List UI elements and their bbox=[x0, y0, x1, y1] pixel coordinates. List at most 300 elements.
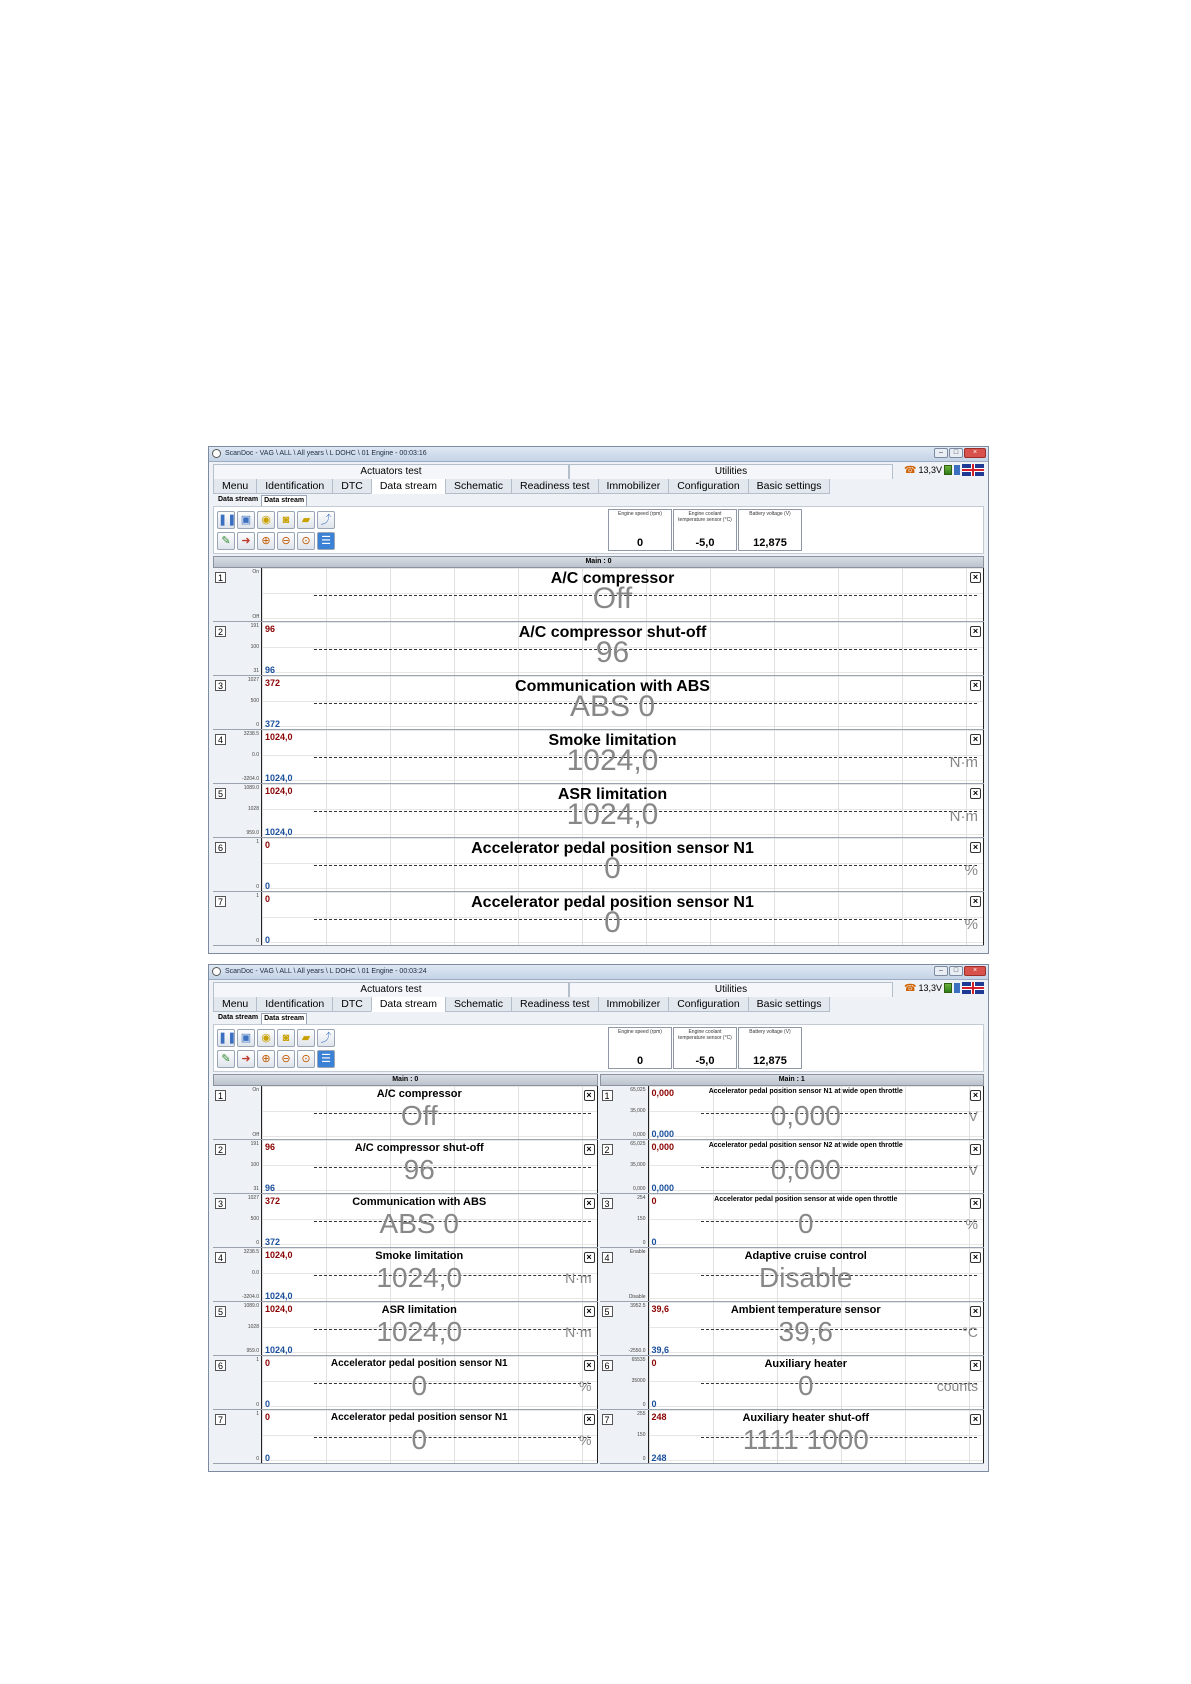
leaf-icon[interactable]: ✎ bbox=[217, 532, 235, 550]
gauge-label: Battery voltage (V) bbox=[749, 511, 791, 517]
min-value: 372 bbox=[265, 1237, 281, 1247]
channel-value: 39,6 bbox=[778, 1316, 833, 1347]
scale-min-label: 0 bbox=[256, 722, 259, 728]
min-value: 0 bbox=[265, 1399, 271, 1409]
channel-title: Auxiliary heater shut-off bbox=[742, 1412, 870, 1424]
scale-min-label: -3204.0 bbox=[242, 776, 259, 782]
channel-value: 0 bbox=[411, 1370, 428, 1401]
close-channel-button[interactable]: × bbox=[970, 572, 981, 583]
maximize-button[interactable]: □ bbox=[949, 448, 963, 458]
scale-min-label: 0 bbox=[256, 938, 259, 944]
channel-unit: % bbox=[964, 916, 978, 933]
channel-title: Accelerator pedal position sensor N1 at wide open throttle bbox=[708, 1088, 903, 1095]
battery-icon bbox=[944, 465, 952, 475]
channel-value: ABS 0 bbox=[569, 690, 656, 723]
channel-index: 1 bbox=[602, 1090, 613, 1101]
scale-max-label: 191 bbox=[250, 623, 259, 629]
min-value: 0 bbox=[651, 1399, 657, 1409]
close-channel-button[interactable]: × bbox=[970, 1360, 981, 1371]
channel-row[interactable] bbox=[600, 1194, 985, 1248]
scale-max-label: 1 bbox=[256, 893, 259, 899]
max-value: 0 bbox=[265, 1358, 271, 1368]
scale-max-label: 1089.0 bbox=[243, 1303, 259, 1309]
scale-max-label: Enable bbox=[629, 1249, 646, 1255]
gauge-label: Engine speed (rpm) bbox=[618, 1029, 662, 1035]
channel-unit: V bbox=[968, 1108, 978, 1124]
channel-unit: N·m bbox=[949, 808, 978, 825]
channel-row[interactable] bbox=[213, 1140, 598, 1194]
scale-mid-label: 0.0 bbox=[252, 752, 259, 758]
utilities-group[interactable]: Utilities bbox=[569, 982, 893, 997]
channel-row[interactable] bbox=[213, 892, 984, 946]
channel-index: 3 bbox=[602, 1198, 613, 1209]
max-value: 1024,0 bbox=[265, 786, 293, 796]
scale-axis bbox=[229, 1410, 261, 1463]
min-value: 39,6 bbox=[651, 1345, 670, 1355]
maximize-button[interactable]: □ bbox=[949, 966, 963, 976]
close-channel-button[interactable]: × bbox=[970, 626, 981, 637]
channel-title: A/C compressor bbox=[550, 570, 675, 587]
tab-readiness-test[interactable]: Readiness test bbox=[511, 478, 598, 494]
scale-max-label: 1027 bbox=[247, 1195, 259, 1201]
signal-icon bbox=[954, 465, 960, 475]
channel-row[interactable] bbox=[213, 838, 984, 892]
scale-axis bbox=[229, 568, 261, 621]
zoom-fit-icon[interactable]: ⊙ bbox=[297, 532, 315, 550]
stream-pane bbox=[213, 556, 984, 946]
scale-min-label: 0,000 bbox=[632, 1186, 646, 1192]
scale-max-label: 65,025 bbox=[630, 1087, 646, 1093]
channel-index: 6 bbox=[215, 1360, 226, 1371]
signal-icon bbox=[954, 983, 960, 993]
channel-value: 1111 1000 bbox=[742, 1424, 869, 1455]
max-value: 0,000 bbox=[651, 1088, 675, 1098]
close-channel-button[interactable]: × bbox=[970, 1414, 981, 1425]
leaf-icon[interactable]: ✎ bbox=[217, 1050, 235, 1068]
channel-unit: % bbox=[964, 862, 978, 879]
actuators-test-group[interactable]: Actuators test bbox=[213, 464, 569, 479]
channel-list bbox=[213, 568, 984, 946]
channel-value: 96 bbox=[595, 636, 630, 669]
max-value: 1024,0 bbox=[265, 1304, 293, 1314]
channel-index: 2 bbox=[602, 1144, 613, 1155]
min-value: 96 bbox=[265, 1183, 276, 1193]
scale-max-label: 3952.5 bbox=[630, 1303, 646, 1309]
scale-min-label: 0 bbox=[256, 1240, 259, 1246]
phone-icon: ☎ bbox=[904, 982, 917, 994]
scale-axis bbox=[616, 1086, 648, 1139]
folder-icon[interactable]: ▰ bbox=[297, 511, 315, 529]
channel-row[interactable] bbox=[600, 1302, 985, 1356]
zoom-fit-icon[interactable]: ⊙ bbox=[297, 1050, 315, 1068]
tab-menu[interactable]: Menu bbox=[213, 996, 257, 1012]
scale-mid-label: 35,000 bbox=[630, 1162, 646, 1168]
channel-title: ASR limitation bbox=[557, 786, 668, 803]
max-value: 1024,0 bbox=[265, 732, 293, 742]
channel-value: Disable bbox=[759, 1262, 853, 1293]
min-value: 1024,0 bbox=[265, 1291, 293, 1301]
max-value: 96 bbox=[265, 1142, 276, 1152]
gauge-value: 0 bbox=[636, 1055, 644, 1067]
tab-immobilizer[interactable]: Immobilizer bbox=[598, 996, 670, 1012]
max-value: 39,6 bbox=[651, 1304, 670, 1314]
close-channel-button[interactable]: × bbox=[584, 1414, 595, 1425]
channel-row[interactable] bbox=[213, 1410, 598, 1464]
tab-configuration[interactable]: Configuration bbox=[668, 996, 748, 1012]
stream-panes bbox=[213, 1074, 984, 1464]
scale-min-label: Off bbox=[252, 614, 259, 620]
close-channel-button[interactable]: × bbox=[970, 1252, 981, 1263]
close-channel-button[interactable]: × bbox=[584, 1306, 595, 1317]
list-view-icon[interactable]: ☰ bbox=[317, 532, 335, 550]
channel-value: 0,000 bbox=[770, 1100, 841, 1131]
gauge-value: -5,0 bbox=[695, 1055, 715, 1067]
minimize-button[interactable]: – bbox=[934, 966, 948, 976]
scale-max-label: 65535 bbox=[631, 1357, 646, 1363]
zoom-in-icon[interactable]: ⊕ bbox=[257, 1050, 275, 1068]
max-value: 0,000 bbox=[651, 1142, 675, 1152]
subtab-data-stream-2[interactable]: Data stream bbox=[261, 1013, 307, 1024]
scale-min-label: 0 bbox=[642, 1402, 646, 1408]
scale-axis bbox=[229, 784, 261, 837]
tab-immobilizer[interactable]: Immobilizer bbox=[598, 478, 670, 494]
scale-min-label: 959.0 bbox=[246, 1348, 259, 1354]
scale-axis bbox=[229, 1302, 261, 1355]
channel-row[interactable] bbox=[600, 1410, 985, 1464]
camera-icon[interactable]: ◙ bbox=[277, 511, 295, 529]
scale-axis bbox=[616, 1248, 648, 1301]
max-value: 0 bbox=[651, 1196, 657, 1206]
scale-mid-label: 500 bbox=[250, 1216, 259, 1222]
tab-schematic[interactable]: Schematic bbox=[445, 478, 512, 494]
channel-list-left bbox=[213, 1086, 598, 1464]
channel-unit: % bbox=[965, 1216, 978, 1232]
min-value: 0 bbox=[265, 881, 271, 891]
channel-index: 7 bbox=[215, 896, 226, 907]
channel-index: 4 bbox=[602, 1252, 613, 1263]
scale-min-label: -3204.0 bbox=[242, 1294, 259, 1300]
tab-basic-settings[interactable]: Basic settings bbox=[748, 478, 831, 494]
close-channel-button[interactable]: × bbox=[970, 1306, 981, 1317]
channel-row[interactable] bbox=[213, 676, 984, 730]
min-value: 372 bbox=[265, 719, 281, 729]
close-channel-button[interactable]: × bbox=[584, 1144, 595, 1155]
max-value: 96 bbox=[265, 624, 276, 634]
window-title: ScanDoc - VAG \ ALL \ All years \ L DOHC \ 01 Engine - 00:03:24 bbox=[225, 968, 427, 975]
subtab-data-stream-1[interactable]: Data stream bbox=[218, 1014, 259, 1021]
close-channel-button[interactable]: × bbox=[584, 1360, 595, 1371]
channel-value: 0 bbox=[604, 852, 621, 885]
toolbar bbox=[213, 506, 984, 554]
scale-mid-label: 100 bbox=[250, 644, 259, 650]
tab-data-stream[interactable]: Data stream bbox=[371, 478, 446, 494]
channel-title: Auxiliary heater bbox=[764, 1358, 848, 1370]
channel-unit: °C bbox=[962, 1324, 978, 1340]
scale-axis bbox=[229, 730, 261, 783]
channel-title: Communication with ABS bbox=[515, 678, 710, 695]
gauge-label: Battery voltage (V) bbox=[749, 1029, 791, 1035]
channel-title: Ambient temperature sensor bbox=[730, 1304, 881, 1316]
tab-identification[interactable]: Identification bbox=[256, 996, 333, 1012]
channel-title: Accelerator pedal position sensor N1 bbox=[330, 1412, 508, 1423]
channel-row[interactable] bbox=[213, 784, 984, 838]
channel-index: 1 bbox=[215, 1090, 226, 1101]
channel-row[interactable] bbox=[213, 1086, 598, 1140]
uk-flag-icon[interactable] bbox=[962, 982, 984, 994]
tab-basic-settings[interactable]: Basic settings bbox=[748, 996, 831, 1012]
battery-icon bbox=[944, 983, 952, 993]
channel-unit: % bbox=[579, 1432, 592, 1448]
scale-axis bbox=[229, 676, 261, 729]
max-value: 248 bbox=[651, 1412, 667, 1422]
zoom-out-icon[interactable]: ⊖ bbox=[277, 1050, 295, 1068]
scale-max-label: 254 bbox=[637, 1195, 646, 1201]
channel-index: 2 bbox=[215, 626, 226, 637]
channel-row[interactable] bbox=[600, 1248, 985, 1302]
save-icon[interactable]: ▣ bbox=[237, 1029, 255, 1047]
channel-title: Communication with ABS bbox=[352, 1196, 487, 1208]
app-icon bbox=[212, 967, 221, 976]
status-area bbox=[904, 464, 984, 476]
scale-min-label: 31 bbox=[253, 668, 259, 674]
close-button[interactable]: × bbox=[964, 966, 986, 976]
subtab-data-stream-2[interactable]: Data stream bbox=[261, 495, 307, 506]
pane-title: Main : 0 bbox=[213, 1074, 598, 1086]
gauge-coolant-temp bbox=[673, 1027, 737, 1069]
record-icon[interactable]: ◉ bbox=[257, 1029, 275, 1047]
tab-dtc[interactable]: DTC bbox=[332, 478, 372, 494]
scale-min-label: 959.0 bbox=[246, 830, 259, 836]
channel-row[interactable] bbox=[213, 568, 984, 622]
title-bar bbox=[209, 447, 988, 462]
scale-axis bbox=[616, 1140, 648, 1193]
close-channel-button[interactable]: × bbox=[970, 1144, 981, 1155]
channel-title: Accelerator pedal position sensor N1 bbox=[471, 894, 754, 911]
max-value: 1024,0 bbox=[265, 1250, 293, 1260]
channel-value: Off bbox=[592, 582, 633, 615]
scale-min-label: 0 bbox=[642, 1456, 646, 1462]
channel-index: 2 bbox=[215, 1144, 226, 1155]
close-button[interactable]: × bbox=[964, 448, 986, 458]
close-channel-button[interactable]: × bbox=[584, 1252, 595, 1263]
gauge-battery-voltage bbox=[738, 509, 802, 551]
subtab-data-stream-1[interactable]: Data stream bbox=[218, 496, 259, 503]
status-area bbox=[904, 982, 984, 994]
scale-mid-label: 0.0 bbox=[252, 1270, 259, 1276]
scale-max-label: 1 bbox=[256, 839, 259, 845]
channel-index: 4 bbox=[215, 734, 226, 745]
tab-readiness-test[interactable]: Readiness test bbox=[511, 996, 598, 1012]
gauge-coolant-temp bbox=[673, 509, 737, 551]
tab-data-stream[interactable]: Data stream bbox=[371, 996, 446, 1012]
folder-icon[interactable]: ▰ bbox=[297, 1029, 315, 1047]
channel-index: 7 bbox=[215, 1414, 226, 1425]
sub-tabs bbox=[209, 1012, 988, 1024]
minimize-button[interactable]: – bbox=[934, 448, 948, 458]
channel-row[interactable] bbox=[213, 730, 984, 784]
channel-value: 0 bbox=[797, 1208, 814, 1239]
scale-mid-label: 150 bbox=[637, 1432, 646, 1438]
min-value: 1024,0 bbox=[265, 773, 293, 783]
channel-row[interactable] bbox=[600, 1356, 985, 1410]
channel-title: Accelerator pedal position sensor N2 at wide open throttle bbox=[708, 1142, 903, 1149]
scale-axis bbox=[229, 1140, 261, 1193]
channel-title: A/C compressor shut-off bbox=[354, 1142, 484, 1154]
gauge-value: 0 bbox=[636, 537, 644, 549]
close-channel-button[interactable]: × bbox=[970, 896, 981, 907]
tab-configuration[interactable]: Configuration bbox=[668, 478, 748, 494]
scale-max-label: On bbox=[252, 569, 259, 575]
channel-value: ABS 0 bbox=[379, 1208, 459, 1239]
tab-dtc[interactable]: DTC bbox=[332, 996, 372, 1012]
close-channel-button[interactable]: × bbox=[970, 734, 981, 745]
tab-schematic[interactable]: Schematic bbox=[445, 996, 512, 1012]
main-tabs bbox=[209, 996, 988, 1012]
close-channel-button[interactable]: × bbox=[970, 680, 981, 691]
channel-index: 5 bbox=[215, 1306, 226, 1317]
title-bar bbox=[209, 965, 988, 980]
uk-flag-icon[interactable] bbox=[962, 464, 984, 476]
channel-title: Accelerator pedal position sensor N1 bbox=[471, 840, 754, 857]
scale-axis bbox=[616, 1302, 648, 1355]
scale-axis bbox=[229, 892, 261, 945]
channel-title: ASR limitation bbox=[381, 1304, 457, 1316]
window-controls bbox=[934, 966, 986, 976]
scale-axis bbox=[229, 1356, 261, 1409]
channel-value: 0,000 bbox=[770, 1154, 841, 1185]
channel-row[interactable] bbox=[213, 1356, 598, 1410]
channel-index: 6 bbox=[602, 1360, 613, 1371]
scale-mid-label: 150 bbox=[637, 1216, 646, 1222]
scale-axis bbox=[229, 1194, 261, 1247]
channel-title: Accelerator pedal position sensor N1 bbox=[330, 1358, 508, 1369]
scale-min-label: 0,000 bbox=[632, 1132, 646, 1138]
scale-max-label: 255 bbox=[637, 1411, 646, 1417]
close-channel-button[interactable]: × bbox=[970, 788, 981, 799]
channel-unit: counts bbox=[936, 1378, 978, 1394]
arrow-right-icon[interactable]: ➜ bbox=[237, 1050, 255, 1068]
channel-index: 5 bbox=[602, 1306, 613, 1317]
record-icon[interactable]: ◉ bbox=[257, 511, 275, 529]
app-icon bbox=[212, 449, 221, 458]
max-value: 372 bbox=[265, 1196, 281, 1206]
channel-value: 96 bbox=[403, 1154, 435, 1185]
scale-max-label: 1 bbox=[256, 1357, 259, 1363]
actuators-test-group[interactable]: Actuators test bbox=[213, 982, 569, 997]
channel-row[interactable] bbox=[600, 1086, 985, 1140]
main-tabs bbox=[209, 478, 988, 494]
channel-title: Smoke limitation bbox=[375, 1250, 464, 1262]
channel-value: 0 bbox=[604, 906, 621, 939]
channel-value: 0 bbox=[411, 1424, 428, 1455]
gauge-value: -5,0 bbox=[695, 537, 715, 549]
channel-index: 6 bbox=[215, 842, 226, 853]
arrow-right-icon[interactable]: ➜ bbox=[237, 532, 255, 550]
scale-max-label: 1 bbox=[256, 1411, 259, 1417]
pause-icon[interactable]: ❚❚ bbox=[217, 1029, 235, 1047]
scale-min-label: 31 bbox=[253, 1186, 259, 1192]
scale-max-label: 65,025 bbox=[630, 1141, 646, 1147]
window-title: ScanDoc - VAG \ ALL \ All years \ L DOHC \ 01 Engine - 00:03:16 bbox=[225, 450, 427, 457]
scale-mid-label: 500 bbox=[250, 698, 259, 704]
channel-title: A/C compressor shut-off bbox=[518, 624, 707, 641]
toolbar bbox=[213, 1024, 984, 1072]
channel-row[interactable] bbox=[213, 622, 984, 676]
voltage-readout: 13,3V bbox=[918, 983, 942, 993]
channel-row[interactable] bbox=[213, 1248, 598, 1302]
close-channel-button[interactable]: × bbox=[970, 1198, 981, 1209]
channel-index: 3 bbox=[215, 1198, 226, 1209]
zoom-out-icon[interactable]: ⊖ bbox=[277, 532, 295, 550]
channel-unit: N·m bbox=[565, 1270, 592, 1286]
channel-index: 4 bbox=[215, 1252, 226, 1263]
channel-unit: V bbox=[968, 1162, 978, 1178]
gauge-value: 12,875 bbox=[753, 1055, 787, 1067]
close-channel-button[interactable]: × bbox=[970, 1090, 981, 1101]
scale-mid-label: 100 bbox=[250, 1162, 259, 1168]
min-value: 1024,0 bbox=[265, 1345, 293, 1355]
max-value: 0 bbox=[265, 894, 271, 904]
gauge-label: Engine speed (rpm) bbox=[618, 511, 662, 517]
scandoc-window-1 bbox=[208, 446, 989, 954]
channel-title: Adaptive cruise control bbox=[744, 1250, 867, 1262]
utilities-group[interactable]: Utilities bbox=[569, 464, 893, 479]
tab-menu[interactable]: Menu bbox=[213, 478, 257, 494]
min-value: 0,000 bbox=[651, 1129, 675, 1139]
tab-identification[interactable]: Identification bbox=[256, 478, 333, 494]
channel-row[interactable] bbox=[600, 1140, 985, 1194]
scale-axis bbox=[229, 622, 261, 675]
camera-icon[interactable]: ◙ bbox=[277, 1029, 295, 1047]
gauges bbox=[608, 1027, 802, 1069]
save-icon[interactable]: ▣ bbox=[237, 511, 255, 529]
max-value: 0 bbox=[265, 840, 271, 850]
min-value: 96 bbox=[265, 665, 276, 675]
channel-title: A/C compressor bbox=[376, 1088, 462, 1100]
pause-icon[interactable]: ❚❚ bbox=[217, 511, 235, 529]
scale-max-label: 3238.5 bbox=[243, 1249, 259, 1255]
channel-unit: N·m bbox=[949, 754, 978, 771]
scale-axis bbox=[229, 838, 261, 891]
channel-unit: % bbox=[579, 1378, 592, 1394]
scale-axis bbox=[616, 1410, 648, 1463]
channel-title: Accelerator pedal position sensor at wide open throttle bbox=[714, 1196, 898, 1203]
min-value: 0 bbox=[651, 1237, 657, 1247]
right-pane bbox=[600, 1074, 985, 1464]
channel-row[interactable] bbox=[213, 1302, 598, 1356]
gauge-battery-voltage bbox=[738, 1027, 802, 1069]
scale-max-label: 191 bbox=[250, 1141, 259, 1147]
close-channel-button[interactable]: × bbox=[584, 1090, 595, 1101]
pane-title: Main : 1 bbox=[600, 1074, 985, 1086]
sub-tabs bbox=[209, 494, 988, 506]
pane-title: Main : 0 bbox=[213, 556, 984, 568]
scale-max-label: 1027 bbox=[247, 677, 259, 683]
list-view-icon[interactable]: ☰ bbox=[317, 1050, 335, 1068]
scale-axis bbox=[229, 1086, 261, 1139]
scale-mid-label: 1028 bbox=[247, 806, 259, 812]
channel-value: 1024,0 bbox=[376, 1262, 463, 1293]
zoom-in-icon[interactable]: ⊕ bbox=[257, 532, 275, 550]
close-channel-button[interactable]: × bbox=[584, 1198, 595, 1209]
close-channel-button[interactable]: × bbox=[970, 842, 981, 853]
channel-row[interactable] bbox=[213, 1194, 598, 1248]
min-value: 0 bbox=[265, 1453, 271, 1463]
menu-groups bbox=[209, 980, 988, 996]
cursor-icon[interactable]: ⤴ bbox=[317, 1029, 335, 1047]
gauge-value: 12,875 bbox=[753, 537, 787, 549]
cursor-icon[interactable]: ⤴ bbox=[317, 511, 335, 529]
